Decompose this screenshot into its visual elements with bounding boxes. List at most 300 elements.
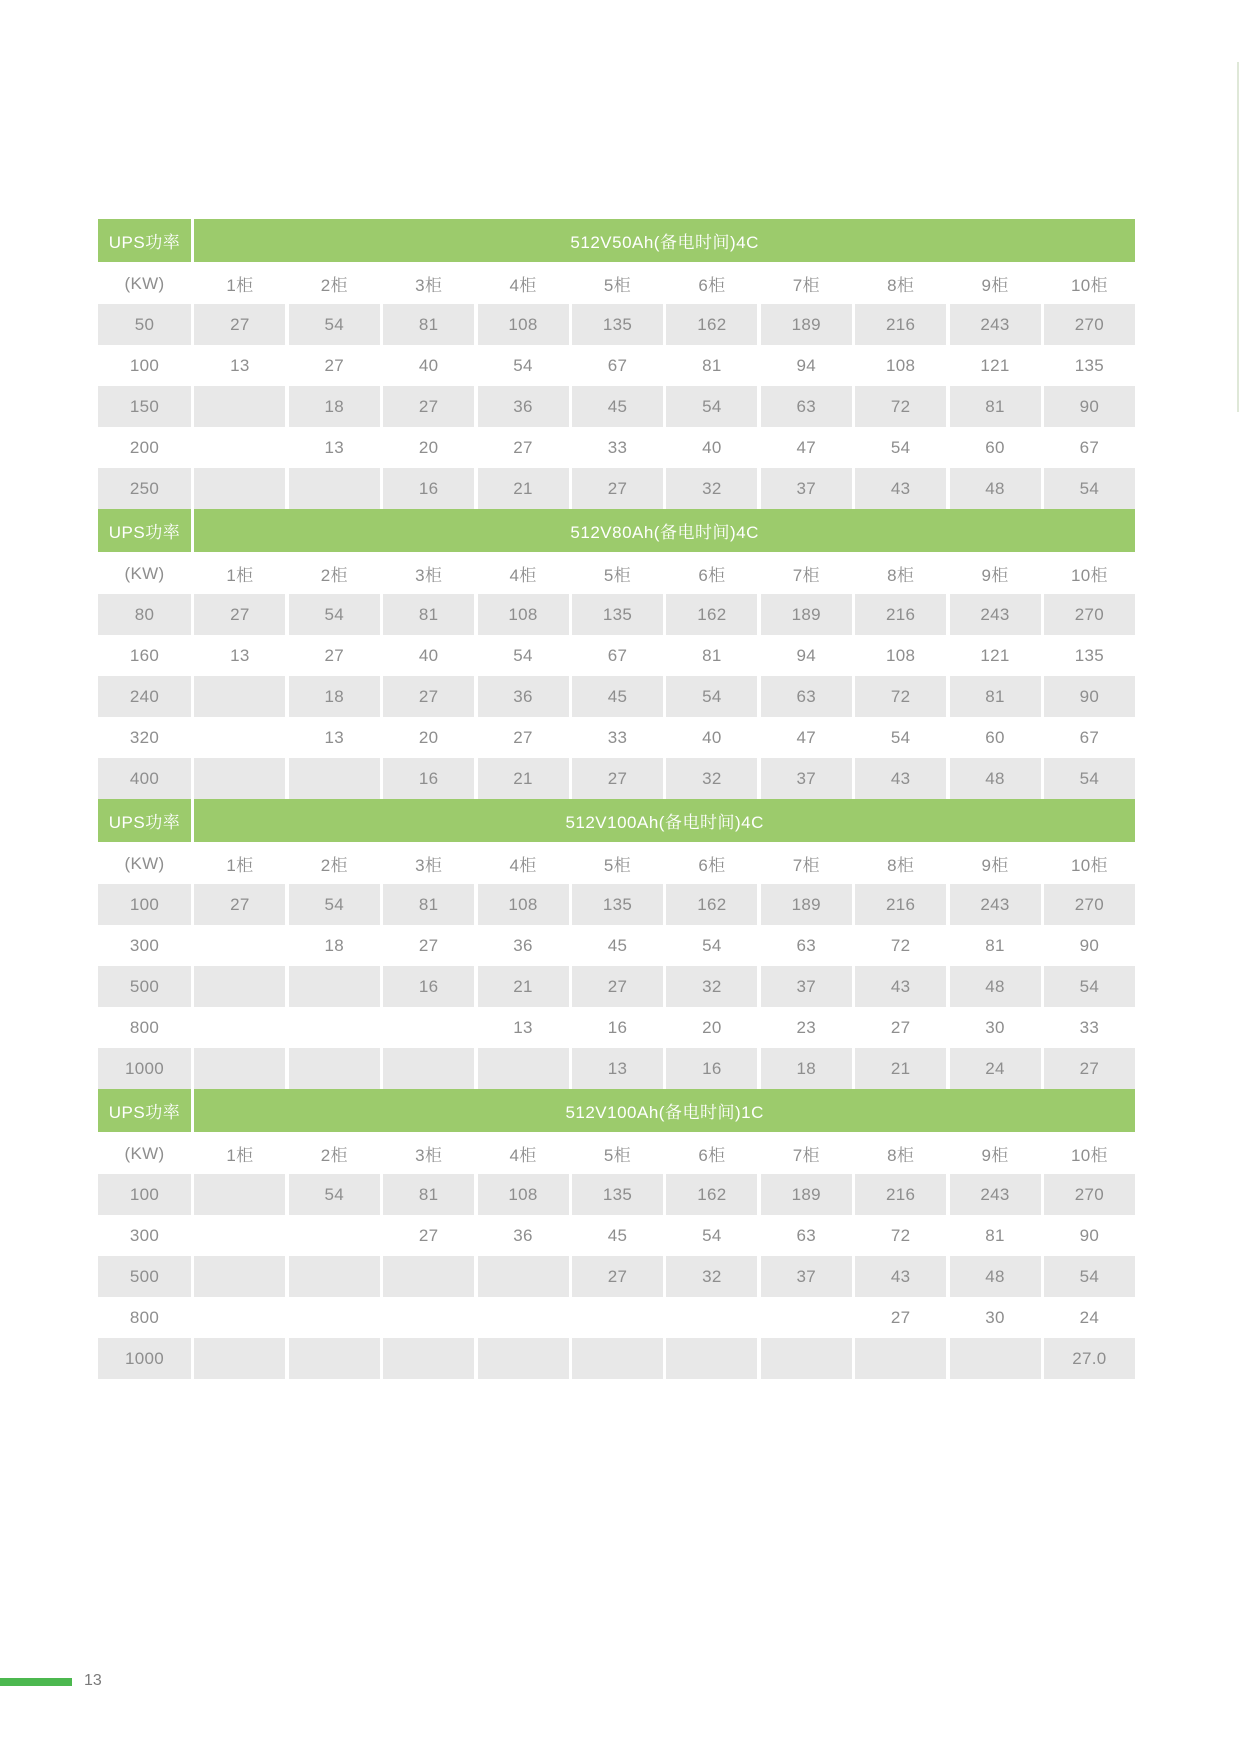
backup-time-value: 21 bbox=[478, 758, 569, 799]
table-title: 512V100Ah(备电时间)4C bbox=[194, 799, 1135, 842]
power-value: 240 bbox=[98, 676, 191, 717]
backup-time-value: 270 bbox=[1044, 884, 1135, 925]
backup-time-value bbox=[383, 1338, 474, 1379]
backup-time-value: 43 bbox=[855, 468, 946, 509]
power-value: 500 bbox=[98, 1256, 191, 1297]
cabinet-header-row bbox=[98, 1133, 1139, 1174]
backup-time-value: 162 bbox=[666, 304, 757, 345]
backup-time-value bbox=[478, 1048, 569, 1089]
backup-time-value: 243 bbox=[950, 884, 1041, 925]
backup-time-value: 16 bbox=[666, 1048, 757, 1089]
backup-time-value: 36 bbox=[478, 676, 569, 717]
ups-power-label: UPS功率 bbox=[98, 799, 191, 842]
backup-time-value bbox=[194, 386, 285, 427]
power-value: 800 bbox=[129, 1307, 160, 1327]
backup-time-value: 48 bbox=[950, 468, 1041, 509]
backup-time-value bbox=[761, 1297, 852, 1338]
backup-time-value: 37 bbox=[761, 468, 852, 509]
backup-time-value: 45 bbox=[607, 935, 628, 955]
backup-time-value: 13 bbox=[513, 1017, 533, 1037]
backup-time-value: 243 bbox=[950, 594, 1041, 635]
backup-time-value bbox=[194, 1256, 285, 1297]
backup-time-value: 13 bbox=[230, 355, 250, 375]
backup-time-value: 27 bbox=[1044, 1048, 1135, 1089]
backup-time-value: 270 bbox=[1044, 594, 1135, 635]
backup-time-value: 54 bbox=[890, 727, 911, 747]
backup-time-value: 189 bbox=[761, 1174, 852, 1215]
backup-time-value: 13 bbox=[572, 1048, 663, 1089]
table-row bbox=[98, 758, 1139, 799]
backup-time-value: 121 bbox=[980, 645, 1010, 665]
cabinet-header-row bbox=[98, 553, 1139, 594]
backup-time-value bbox=[289, 1256, 380, 1297]
backup-time-value: 81 bbox=[950, 386, 1041, 427]
backup-time-value: 81 bbox=[985, 935, 1005, 955]
backup-time-value bbox=[194, 1215, 285, 1256]
backup-time-value: 243 bbox=[950, 1174, 1041, 1215]
backup-time-value: 81 bbox=[950, 676, 1041, 717]
backup-time-value: 32 bbox=[666, 758, 757, 799]
power-value: 250 bbox=[98, 468, 191, 509]
backup-time-value: 108 bbox=[478, 594, 569, 635]
backup-time-value: 27 bbox=[194, 594, 285, 635]
table-title: 512V80Ah(备电时间)4C bbox=[194, 509, 1135, 552]
backup-time-value: 81 bbox=[383, 304, 474, 345]
backup-time-value bbox=[572, 1338, 663, 1379]
backup-time-value bbox=[950, 1338, 1041, 1379]
backup-time-value: 21 bbox=[855, 1048, 946, 1089]
backup-time-value: 20 bbox=[418, 437, 439, 457]
backup-time-value: 135 bbox=[1074, 355, 1105, 375]
backup-time-value: 40 bbox=[418, 355, 439, 375]
backup-time-value: 20 bbox=[702, 1017, 722, 1037]
backup-time-value: 216 bbox=[855, 1174, 946, 1215]
backup-time-value bbox=[289, 1007, 380, 1048]
cabinet-count-header: 2柜 bbox=[320, 566, 348, 585]
backup-time-value: 54 bbox=[1044, 758, 1135, 799]
cabinet-count-header: 3柜 bbox=[415, 856, 443, 875]
backup-time-value bbox=[289, 1215, 380, 1256]
table-row bbox=[98, 386, 1139, 427]
cabinet-count-header: 5柜 bbox=[603, 276, 631, 295]
backup-time-value bbox=[289, 1048, 380, 1089]
cabinet-count-header: 7柜 bbox=[792, 1146, 820, 1165]
backup-time-value: 20 bbox=[418, 727, 439, 747]
backup-time-value bbox=[194, 427, 285, 468]
backup-time-value: 54 bbox=[702, 1225, 722, 1245]
cabinet-count-header: 7柜 bbox=[792, 276, 820, 295]
table-row bbox=[98, 676, 1139, 717]
cabinet-count-header: 7柜 bbox=[792, 856, 820, 875]
backup-time-value bbox=[761, 1338, 852, 1379]
backup-time-value: 47 bbox=[796, 437, 816, 457]
table-block bbox=[98, 509, 1139, 799]
backup-time-value: 72 bbox=[855, 676, 946, 717]
page-edge-line bbox=[1237, 62, 1239, 412]
cabinet-count-header: 8柜 bbox=[887, 856, 915, 875]
backup-time-value bbox=[666, 1338, 757, 1379]
backup-time-value: 90 bbox=[1044, 676, 1135, 717]
backup-time-value: 108 bbox=[885, 645, 916, 665]
table-row bbox=[98, 304, 1139, 345]
power-value: 100 bbox=[98, 884, 191, 925]
backup-time-value bbox=[383, 1007, 474, 1048]
backup-time-value: 189 bbox=[761, 594, 852, 635]
power-value: 320 bbox=[129, 727, 160, 747]
table-header-row bbox=[98, 1089, 1139, 1132]
cabinet-count-header: 4柜 bbox=[509, 566, 537, 585]
unit-label: (KW) bbox=[124, 563, 165, 583]
backup-time-value: 54 bbox=[513, 645, 533, 665]
backup-time-value: 90 bbox=[1079, 935, 1100, 955]
backup-time-value: 135 bbox=[572, 304, 663, 345]
backup-time-value: 81 bbox=[985, 1225, 1005, 1245]
backup-time-value bbox=[383, 1048, 474, 1089]
table-block bbox=[98, 1089, 1139, 1379]
backup-time-value bbox=[194, 468, 285, 509]
cabinet-count-header: 8柜 bbox=[887, 1146, 915, 1165]
cabinet-count-header: 8柜 bbox=[887, 566, 915, 585]
backup-time-value: 45 bbox=[572, 386, 663, 427]
table-row bbox=[98, 1256, 1139, 1297]
cabinet-count-header: 1柜 bbox=[226, 856, 254, 875]
backup-time-value: 43 bbox=[855, 758, 946, 799]
cabinet-count-header: 6柜 bbox=[698, 856, 726, 875]
backup-time-value: 216 bbox=[855, 594, 946, 635]
backup-time-value: 37 bbox=[761, 966, 852, 1007]
backup-time-value: 108 bbox=[885, 355, 916, 375]
backup-time-value: 270 bbox=[1044, 304, 1135, 345]
backup-time-value: 27 bbox=[194, 304, 285, 345]
backup-time-value: 24 bbox=[1079, 1307, 1100, 1327]
power-value: 200 bbox=[129, 437, 160, 457]
power-value: 1000 bbox=[98, 1048, 191, 1089]
backup-time-value: 135 bbox=[1074, 645, 1105, 665]
backup-time-value: 108 bbox=[478, 884, 569, 925]
backup-time-value: 18 bbox=[324, 935, 345, 955]
ups-power-label: UPS功率 bbox=[98, 1089, 191, 1132]
backup-time-value bbox=[289, 966, 380, 1007]
backup-time-value: 54 bbox=[513, 355, 533, 375]
cabinet-count-header: 3柜 bbox=[415, 1146, 443, 1165]
backup-time-value: 63 bbox=[796, 935, 816, 955]
backup-time-value: 40 bbox=[702, 727, 722, 747]
backup-time-value: 189 bbox=[761, 884, 852, 925]
backup-time-value: 23 bbox=[796, 1017, 816, 1037]
table-row bbox=[98, 966, 1139, 1007]
backup-time-value: 54 bbox=[289, 1174, 380, 1215]
backup-time-value: 27 bbox=[572, 1256, 663, 1297]
backup-time-value: 72 bbox=[890, 1225, 911, 1245]
backup-time-value: 32 bbox=[666, 1256, 757, 1297]
backup-time-value bbox=[194, 1048, 285, 1089]
cabinet-count-header: 10柜 bbox=[1071, 856, 1108, 875]
backup-time-value: 27 bbox=[383, 386, 474, 427]
cabinet-count-header: 1柜 bbox=[226, 1146, 254, 1165]
table-row bbox=[98, 1007, 1139, 1048]
cabinet-count-header: 10柜 bbox=[1071, 566, 1108, 585]
table-row bbox=[98, 345, 1139, 386]
backup-time-value: 40 bbox=[418, 645, 439, 665]
backup-time-value: 48 bbox=[950, 1256, 1041, 1297]
backup-time-value bbox=[194, 758, 285, 799]
backup-time-value: 90 bbox=[1079, 1225, 1100, 1245]
cabinet-count-header: 5柜 bbox=[603, 1146, 631, 1165]
cabinet-count-header: 2柜 bbox=[320, 856, 348, 875]
backup-time-value: 37 bbox=[761, 758, 852, 799]
backup-time-value: 81 bbox=[383, 594, 474, 635]
backup-time-value: 27 bbox=[890, 1017, 911, 1037]
cabinet-count-header: 8柜 bbox=[887, 276, 915, 295]
cabinet-count-header: 4柜 bbox=[509, 1146, 537, 1165]
cabinet-count-header: 9柜 bbox=[981, 1146, 1009, 1165]
backup-time-value bbox=[194, 717, 285, 758]
backup-time-value bbox=[289, 468, 380, 509]
backup-time-value: 135 bbox=[572, 884, 663, 925]
backup-time-value: 81 bbox=[383, 1174, 474, 1215]
backup-time-value: 54 bbox=[1044, 1256, 1135, 1297]
backup-time-value: 54 bbox=[289, 594, 380, 635]
table-row bbox=[98, 1048, 1139, 1089]
table-row bbox=[98, 1297, 1139, 1338]
backup-time-value: 36 bbox=[478, 386, 569, 427]
cabinet-count-header: 9柜 bbox=[981, 856, 1009, 875]
cabinet-count-header: 1柜 bbox=[226, 566, 254, 585]
backup-time-value: 63 bbox=[761, 676, 852, 717]
unit-label: (KW) bbox=[124, 853, 165, 873]
backup-time-value bbox=[666, 1297, 757, 1338]
backup-time-value: 54 bbox=[1044, 966, 1135, 1007]
backup-time-value: 108 bbox=[478, 304, 569, 345]
ups-power-label: UPS功率 bbox=[98, 509, 191, 552]
backup-time-value bbox=[194, 1174, 285, 1215]
backup-time-value: 16 bbox=[607, 1017, 628, 1037]
backup-time-value: 27 bbox=[513, 437, 533, 457]
backup-time-value bbox=[194, 676, 285, 717]
backup-time-value: 72 bbox=[855, 386, 946, 427]
power-value: 400 bbox=[98, 758, 191, 799]
cabinet-count-header: 3柜 bbox=[415, 566, 443, 585]
backup-time-value: 60 bbox=[985, 727, 1005, 747]
backup-time-value bbox=[194, 1338, 285, 1379]
backup-time-value: 45 bbox=[572, 676, 663, 717]
backup-time-value: 60 bbox=[985, 437, 1005, 457]
table-row bbox=[98, 1215, 1139, 1256]
table-header-row bbox=[98, 509, 1139, 552]
table-title: 512V100Ah(备电时间)1C bbox=[194, 1089, 1135, 1132]
cabinet-count-header: 9柜 bbox=[981, 566, 1009, 585]
backup-time-value: 21 bbox=[478, 966, 569, 1007]
backup-time-value: 67 bbox=[607, 645, 628, 665]
backup-time-value: 21 bbox=[478, 468, 569, 509]
power-value: 50 bbox=[98, 304, 191, 345]
cabinet-header-row bbox=[98, 843, 1139, 884]
backup-time-value: 67 bbox=[607, 355, 628, 375]
backup-time-value: 54 bbox=[289, 884, 380, 925]
power-value: 160 bbox=[129, 645, 160, 665]
backup-time-value: 243 bbox=[950, 304, 1041, 345]
table-row bbox=[98, 925, 1139, 966]
backup-time-value: 16 bbox=[383, 966, 474, 1007]
backup-time-value: 54 bbox=[666, 386, 757, 427]
table-row bbox=[98, 468, 1139, 509]
backup-time-value: 162 bbox=[666, 884, 757, 925]
backup-time-value: 67 bbox=[1079, 437, 1100, 457]
unit-label: (KW) bbox=[124, 1143, 165, 1163]
backup-time-value: 54 bbox=[890, 437, 911, 457]
backup-time-value: 72 bbox=[890, 935, 911, 955]
backup-time-value bbox=[289, 758, 380, 799]
power-value: 80 bbox=[98, 594, 191, 635]
table-row bbox=[98, 635, 1139, 676]
backup-time-value: 54 bbox=[702, 935, 722, 955]
backup-time-value: 81 bbox=[383, 884, 474, 925]
backup-time-value: 30 bbox=[985, 1307, 1005, 1327]
backup-time-value: 162 bbox=[666, 1174, 757, 1215]
footer-accent-bar bbox=[0, 1678, 72, 1686]
table-block bbox=[98, 219, 1139, 509]
power-value: 800 bbox=[129, 1017, 160, 1037]
backup-time-value: 27 bbox=[513, 727, 533, 747]
backup-time-value: 43 bbox=[855, 966, 946, 1007]
power-value: 500 bbox=[98, 966, 191, 1007]
table-block bbox=[98, 799, 1139, 1089]
backup-time-value: 108 bbox=[478, 1174, 569, 1215]
backup-time-value: 45 bbox=[607, 1225, 628, 1245]
backup-time-value: 27 bbox=[194, 884, 285, 925]
backup-time-value: 40 bbox=[702, 437, 722, 457]
backup-time-value: 18 bbox=[289, 386, 380, 427]
backup-time-value: 27 bbox=[383, 676, 474, 717]
backup-time-value: 27 bbox=[418, 1225, 439, 1245]
backup-time-value: 27.0 bbox=[1044, 1338, 1135, 1379]
backup-time-value: 33 bbox=[1079, 1017, 1100, 1037]
backup-time-value bbox=[383, 1256, 474, 1297]
power-value: 300 bbox=[129, 1225, 160, 1245]
unit-label: (KW) bbox=[124, 273, 165, 293]
backup-time-value bbox=[194, 925, 285, 966]
backup-time-value: 48 bbox=[950, 758, 1041, 799]
table-header-row bbox=[98, 799, 1139, 842]
backup-time-value: 63 bbox=[761, 386, 852, 427]
backup-time-value bbox=[478, 1256, 569, 1297]
backup-time-value: 27 bbox=[572, 758, 663, 799]
ups-power-label: UPS功率 bbox=[98, 219, 191, 262]
backup-time-value: 16 bbox=[383, 758, 474, 799]
backup-time-value: 27 bbox=[324, 645, 345, 665]
backup-time-tables bbox=[98, 219, 1139, 1379]
cabinet-count-header: 9柜 bbox=[981, 276, 1009, 295]
backup-time-value: 24 bbox=[950, 1048, 1041, 1089]
backup-time-value: 18 bbox=[289, 676, 380, 717]
backup-time-value: 216 bbox=[855, 884, 946, 925]
backup-time-value: 94 bbox=[796, 645, 816, 665]
table-row bbox=[98, 884, 1139, 925]
backup-time-value: 48 bbox=[950, 966, 1041, 1007]
backup-time-value bbox=[855, 1338, 946, 1379]
backup-time-value: 94 bbox=[796, 355, 816, 375]
cabinet-count-header: 4柜 bbox=[509, 856, 537, 875]
backup-time-value: 54 bbox=[1044, 468, 1135, 509]
cabinet-count-header: 2柜 bbox=[320, 1146, 348, 1165]
backup-time-value: 13 bbox=[230, 645, 250, 665]
backup-time-value: 13 bbox=[324, 437, 345, 457]
backup-time-value: 27 bbox=[890, 1307, 911, 1327]
table-row bbox=[98, 594, 1139, 635]
backup-time-value bbox=[478, 1338, 569, 1379]
backup-time-value: 67 bbox=[1079, 727, 1100, 747]
power-value: 150 bbox=[98, 386, 191, 427]
backup-time-value bbox=[383, 1297, 474, 1338]
backup-time-value bbox=[194, 1297, 285, 1338]
backup-time-value bbox=[572, 1297, 663, 1338]
cabinet-count-header: 5柜 bbox=[603, 566, 631, 585]
backup-time-value: 81 bbox=[702, 355, 722, 375]
cabinet-count-header: 1柜 bbox=[226, 276, 254, 295]
table-header-row bbox=[98, 219, 1139, 262]
backup-time-value: 216 bbox=[855, 304, 946, 345]
backup-time-value: 121 bbox=[980, 355, 1010, 375]
cabinet-count-header: 10柜 bbox=[1071, 1146, 1108, 1165]
backup-time-value bbox=[478, 1297, 569, 1338]
backup-time-value: 32 bbox=[666, 966, 757, 1007]
power-value: 100 bbox=[129, 355, 160, 375]
backup-time-value bbox=[289, 1297, 380, 1338]
backup-time-value: 13 bbox=[324, 727, 345, 747]
backup-time-value: 189 bbox=[761, 304, 852, 345]
backup-time-value bbox=[194, 966, 285, 1007]
backup-time-value bbox=[289, 1338, 380, 1379]
backup-time-value bbox=[194, 1007, 285, 1048]
backup-time-value: 18 bbox=[761, 1048, 852, 1089]
cabinet-count-header: 3柜 bbox=[415, 276, 443, 295]
backup-time-value: 135 bbox=[572, 594, 663, 635]
backup-time-value: 90 bbox=[1044, 386, 1135, 427]
backup-time-value: 43 bbox=[855, 1256, 946, 1297]
backup-time-value: 162 bbox=[666, 594, 757, 635]
backup-time-value: 270 bbox=[1044, 1174, 1135, 1215]
backup-time-value: 33 bbox=[607, 727, 628, 747]
backup-time-value: 36 bbox=[513, 1225, 533, 1245]
cabinet-count-header: 10柜 bbox=[1071, 276, 1108, 295]
backup-time-value: 27 bbox=[572, 966, 663, 1007]
cabinet-count-header: 7柜 bbox=[792, 566, 820, 585]
cabinet-count-header: 4柜 bbox=[509, 276, 537, 295]
backup-time-value: 47 bbox=[796, 727, 816, 747]
table-row bbox=[98, 717, 1139, 758]
backup-time-value: 135 bbox=[572, 1174, 663, 1215]
backup-time-value: 36 bbox=[513, 935, 533, 955]
power-value: 1000 bbox=[98, 1338, 191, 1379]
backup-time-value: 16 bbox=[383, 468, 474, 509]
backup-time-value: 54 bbox=[666, 676, 757, 717]
backup-time-value: 32 bbox=[666, 468, 757, 509]
cabinet-count-header: 5柜 bbox=[603, 856, 631, 875]
power-value: 300 bbox=[129, 935, 160, 955]
backup-time-value: 30 bbox=[985, 1017, 1005, 1037]
backup-time-value: 33 bbox=[607, 437, 628, 457]
table-title: 512V50Ah(备电时间)4C bbox=[194, 219, 1135, 262]
backup-time-value: 27 bbox=[418, 935, 439, 955]
backup-time-value: 27 bbox=[572, 468, 663, 509]
table-row bbox=[98, 1338, 1139, 1379]
power-value: 100 bbox=[98, 1174, 191, 1215]
table-row bbox=[98, 1174, 1139, 1215]
backup-time-value: 27 bbox=[324, 355, 345, 375]
cabinet-header-row bbox=[98, 263, 1139, 304]
backup-time-value: 63 bbox=[796, 1225, 816, 1245]
page-number: 13 bbox=[84, 1672, 102, 1689]
